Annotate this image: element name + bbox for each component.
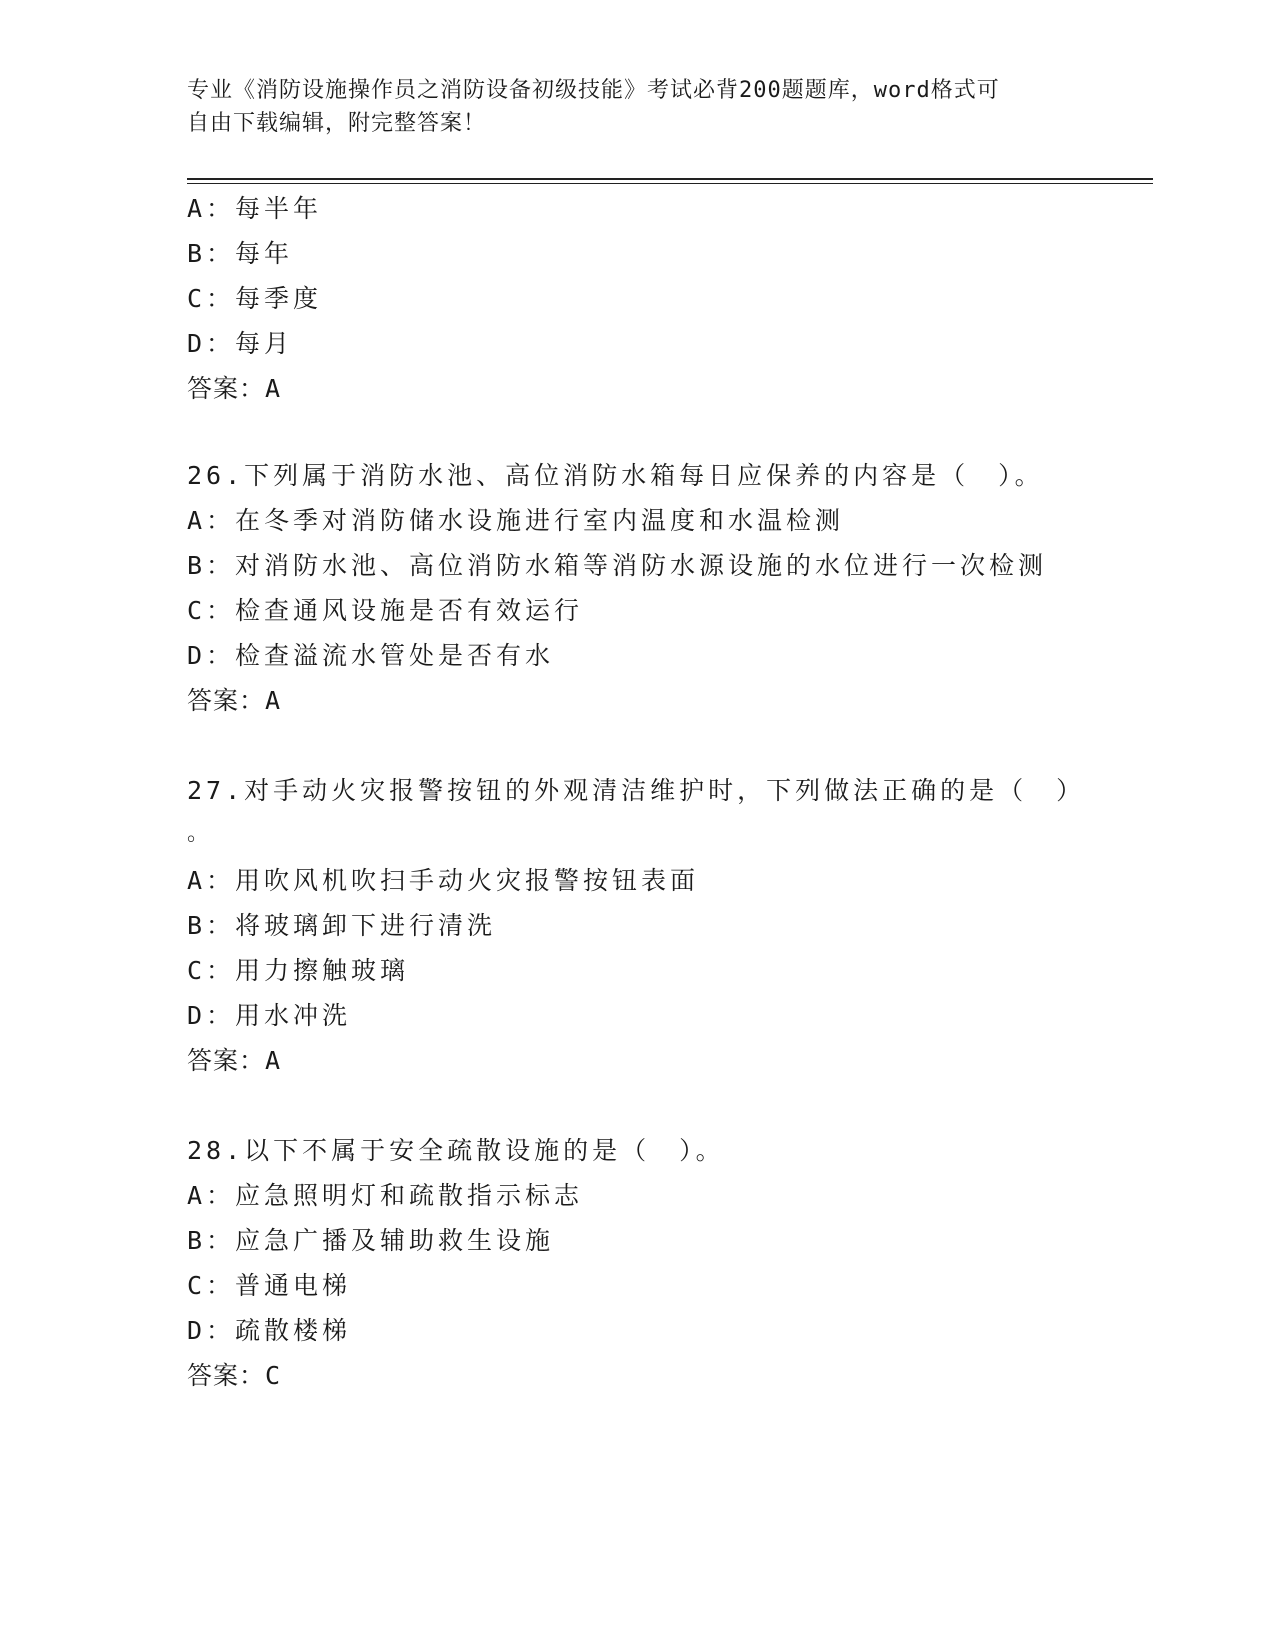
- answer-value: A: [265, 1046, 281, 1075]
- q26-option-a: A：在冬季对消防储水设施进行室内温度和水温检测: [187, 506, 845, 535]
- header-line-1: 专业《消防设施操作员之消防设备初级技能》考试必背200题题库，word格式可: [187, 78, 1000, 103]
- q28-option-d: D：疏散楼梯: [187, 1316, 352, 1345]
- q28-option-c: C：普通电梯: [187, 1271, 352, 1300]
- q25-option-b: B：每年: [187, 239, 294, 268]
- header-divider: [187, 178, 1153, 184]
- answer-label: 答案：: [187, 1046, 266, 1075]
- answer-value: C: [265, 1361, 281, 1390]
- q26-option-b: B：对消防水池、高位消防水箱等消防水源设施的水位进行一次检测: [187, 551, 1048, 580]
- q28-question: 28.以下不属于安全疏散设施的是（ ）。: [187, 1136, 725, 1165]
- q27-answer: [187, 1044, 280, 1078]
- q28-option-b: B：应急广播及辅助救生设施: [187, 1226, 555, 1255]
- q27-question: 27.对手动火灾报警按钮的外观清洁维护时，下列做法正确的是（ ）: [187, 776, 1086, 805]
- answer-label: 答案：: [187, 686, 266, 715]
- q26-question: 26.下列属于消防水池、高位消防水箱每日应保养的内容是（ ）。: [187, 461, 1044, 490]
- q28-option-a: A：应急照明灯和疏散指示标志: [187, 1181, 584, 1210]
- answer-value: A: [265, 374, 281, 403]
- q25-option-d: D：每月: [187, 329, 294, 358]
- q25-option-a: A：每半年: [187, 194, 323, 223]
- q27-question-continued: 。: [187, 821, 210, 846]
- document-header: [187, 74, 1067, 140]
- q27-option-a: A：用吹风机吹扫手动火灾报警按钮表面: [187, 866, 700, 895]
- q27-option-b: B：将玻璃卸下进行清洗: [187, 911, 497, 940]
- q25-option-c: C：每季度: [187, 284, 323, 313]
- q27-option-d: D：用水冲洗: [187, 1001, 352, 1030]
- header-line-2: 自由下载编辑，附完整答案！: [187, 111, 487, 136]
- q26-option-c: C：检查通风设施是否有效运行: [187, 596, 584, 625]
- q26-option-d: D：检查溢流水管处是否有水: [187, 641, 555, 670]
- answer-label: 答案：: [187, 1361, 266, 1390]
- q27-option-c: C：用力擦触玻璃: [187, 956, 410, 985]
- answer-value: A: [265, 686, 281, 715]
- answer-label: 答案：: [187, 374, 266, 403]
- q26-answer: [187, 684, 280, 718]
- q28-answer: [187, 1359, 280, 1393]
- q25-answer: [187, 372, 280, 406]
